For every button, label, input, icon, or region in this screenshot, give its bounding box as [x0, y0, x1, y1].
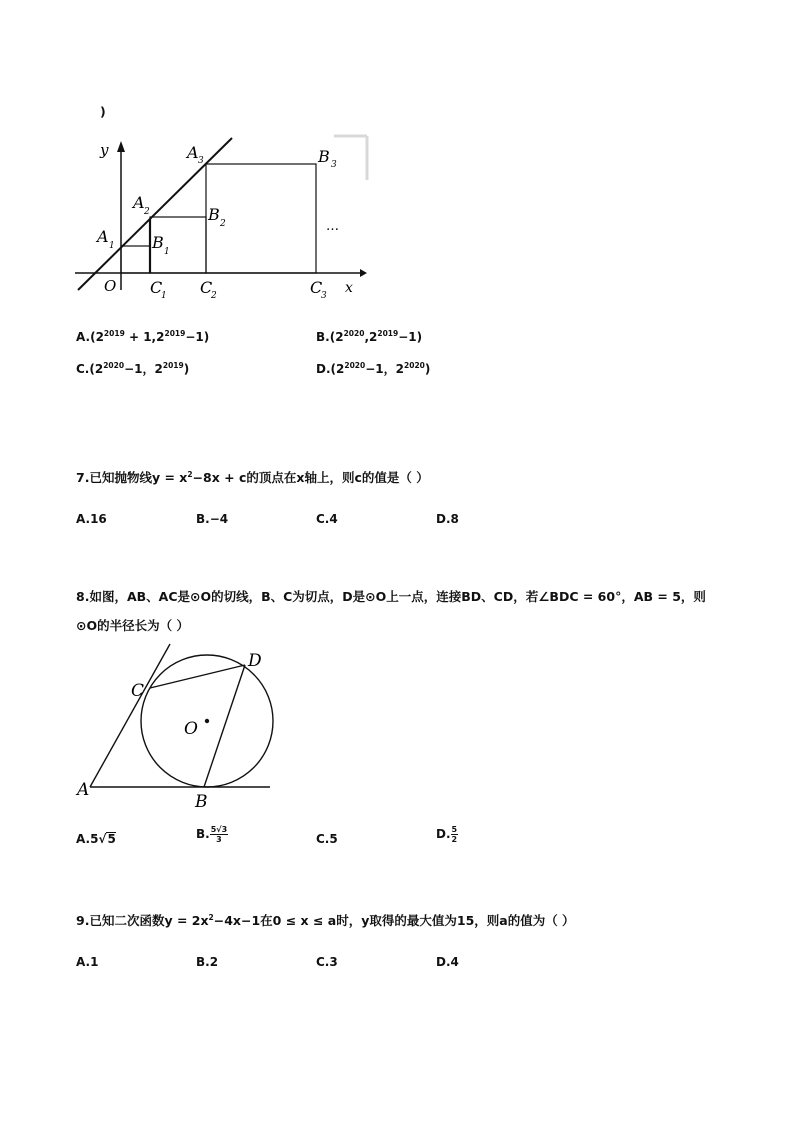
label-y: y — [100, 141, 109, 159]
q6-option-c-exp1: 2020 — [103, 361, 125, 370]
q6-option-c-mid: −1， — [124, 362, 155, 376]
q7-stem — [76, 469, 429, 487]
q6-option-d-prefix: D.( — [316, 362, 337, 376]
q9-stem-exp: 2 — [208, 913, 214, 922]
q8-option-d-denominator: 2 — [451, 835, 458, 844]
q8-option-a[interactable] — [76, 831, 116, 847]
label-c2: C — [200, 278, 213, 297]
label-b1: B — [152, 233, 164, 252]
q6-option-a-base1: 2 — [95, 330, 104, 344]
q9-stem-post: −4x−1在0 ≤ x ≤ a时，y取得的最大值为15，则a的值为（ ） — [213, 913, 575, 928]
q6-option-d-exp2: 2020 — [404, 361, 425, 370]
q6-option-c-tail: ) — [183, 362, 190, 376]
q6-option-a-exp2: 2019 — [164, 329, 186, 338]
q6-option-b-mid: , — [364, 330, 369, 344]
q9-option-b[interactable]: B.2 — [196, 955, 219, 969]
label-b2-sub: 2 — [220, 219, 226, 229]
label-d: D — [248, 651, 262, 671]
q6-option-d[interactable] — [316, 361, 430, 377]
label-c3-sub: 3 — [321, 291, 327, 300]
y-axis-arrow — [117, 141, 125, 152]
q6-option-b-exp1: 2020 — [343, 329, 365, 338]
q7-option-b[interactable]: B.−4 — [196, 512, 229, 526]
q6-option-b-prefix: B.( — [316, 330, 336, 344]
label-c: C — [131, 681, 145, 701]
label-a: A — [77, 780, 90, 800]
center-dot — [205, 719, 209, 723]
q8-stem-line1: 8.如图，AB、AC是⊙O的切线，B、C为切点，D是⊙O上一点，连接BD、CD，若∠BDC = 60°，AB = 5，则 — [76, 589, 706, 604]
sqrt-symbol: √ — [98, 832, 107, 846]
q9-option-a[interactable]: A.1 — [76, 955, 99, 969]
square-1 — [121, 246, 150, 273]
scan-artifact — [334, 136, 367, 180]
q8-option-b-prefix: B. — [196, 827, 210, 841]
q6-option-d-mid: −1， — [365, 362, 396, 376]
q6-option-a-prefix: A.( — [76, 330, 96, 344]
q7-stem-exp: 2 — [187, 470, 193, 479]
q6-option-d-tail: ) — [424, 362, 431, 376]
label-c2-sub: 2 — [211, 291, 217, 300]
q8-option-d-prefix: D. — [436, 827, 451, 841]
q6-option-c-prefix: C.( — [76, 362, 95, 376]
q9-option-c[interactable]: C.3 — [316, 955, 338, 969]
label-x: x — [345, 280, 353, 296]
label-a3: A — [187, 143, 199, 162]
q7-option-a[interactable]: A.16 — [76, 512, 107, 526]
label-b3-sub: 3 — [331, 160, 337, 170]
x-axis-arrow — [360, 269, 367, 277]
q6-option-a-exp1: 2019 — [103, 329, 125, 338]
q8-figure — [70, 640, 280, 815]
q8-option-d[interactable] — [436, 825, 458, 844]
label-ellipsis: … — [326, 219, 339, 234]
q8-option-c[interactable]: C.5 — [316, 832, 338, 846]
label-b1-sub: 1 — [164, 247, 170, 257]
q6-option-b-tail: −1) — [398, 330, 423, 344]
q6-figure — [70, 130, 370, 300]
q8-option-b-denominator: 3 — [216, 835, 222, 844]
q6-tail: ) — [100, 104, 106, 119]
label-c1-sub: 1 — [161, 291, 167, 300]
q6-option-b-base2: 2 — [369, 330, 378, 344]
label-b3: B — [318, 147, 330, 166]
q6-option-c-exp2: 2019 — [162, 361, 184, 370]
label-b: B — [195, 792, 208, 812]
q6-option-a[interactable] — [76, 329, 209, 345]
q7-stem-post: −8x + c的顶点在x轴上，则c的值是（ ） — [192, 470, 429, 485]
q6-option-d-exp1: 2020 — [344, 361, 366, 370]
label-c1: C — [150, 278, 163, 297]
q8-option-b-numerator: 5√3 — [210, 825, 228, 834]
label-b2: B — [208, 205, 220, 224]
q6-option-a-base2: 2 — [156, 330, 165, 344]
q8-option-a-prefix: A.5 — [76, 832, 99, 846]
label-a2-sub: 2 — [144, 207, 150, 217]
q9-option-d[interactable]: D.4 — [436, 955, 459, 969]
q6-option-c-base2: 2 — [154, 362, 163, 376]
q8-option-a-radicand: 5 — [107, 832, 116, 846]
q7-option-c[interactable]: C.4 — [316, 512, 338, 526]
q6-option-b[interactable] — [316, 329, 422, 345]
q6-option-d-base1: 2 — [336, 362, 345, 376]
label-c3: C — [310, 278, 323, 297]
q6-option-b-exp2: 2019 — [377, 329, 399, 338]
label-o: O — [104, 277, 117, 295]
q6-option-a-tail: −1) — [185, 330, 210, 344]
chord-cd — [150, 665, 245, 688]
label-a1: A — [97, 227, 109, 246]
label-o: O — [184, 719, 198, 739]
q8-option-d-numerator: 5 — [451, 825, 458, 834]
q6-option-c-base1: 2 — [94, 362, 104, 376]
q8-option-b[interactable] — [196, 825, 228, 844]
q8-option-b-fraction — [210, 825, 228, 844]
label-a1-sub: 1 — [109, 241, 115, 251]
q6-option-d-base2: 2 — [395, 362, 405, 376]
label-a2: A — [133, 193, 145, 212]
label-a3-sub: 3 — [198, 156, 204, 166]
q6-option-b-base1: 2 — [335, 330, 344, 344]
q8-stem-line2: ⊙O的半径长为（ ） — [76, 618, 189, 633]
q7-option-d[interactable]: D.8 — [436, 512, 459, 526]
q7-stem-pre: 7.已知抛物线y = x — [76, 470, 188, 485]
q6-option-c[interactable] — [76, 361, 189, 377]
q8-option-d-fraction — [451, 825, 459, 844]
q9-stem-pre: 9.已知二次函数y = 2x — [76, 913, 209, 928]
q9-stem — [76, 912, 575, 930]
q6-option-a-mid: + 1, — [124, 330, 157, 344]
chord-bd — [204, 665, 245, 787]
